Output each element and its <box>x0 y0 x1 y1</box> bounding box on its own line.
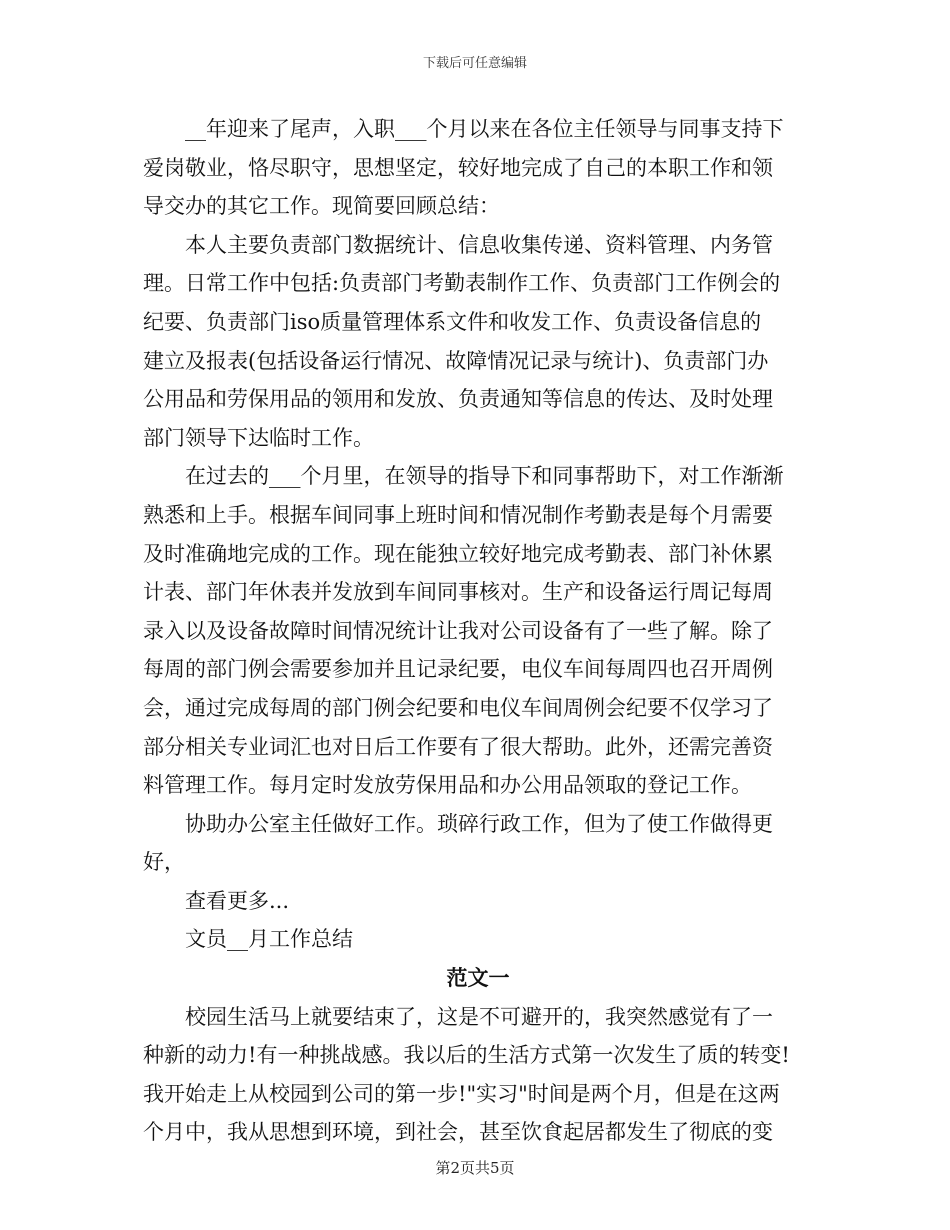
text-line: 料管理工作。每月定时发放劳保用品和办公用品领取的登记工作。 <box>143 773 752 798</box>
text-line: 熟悉和上手。根据车间同事上班时间和情况制作考勤表是每个月需要 <box>143 502 773 527</box>
text-line: 部门领导下达临时工作。 <box>143 425 374 450</box>
text-line: 建立及报表(包括设备运行情况、故障情况记录与统计)、负责部门办 <box>143 348 769 373</box>
text-line: 个月中，我从思想到环境，到社会，甚至饮食起居都发生了彻底的变 <box>143 1120 773 1145</box>
text-line: 及时准确地完成的工作。现在能独立较好地完成考勤表、部门补休累 <box>143 541 773 566</box>
text-line: 查看更多... <box>185 888 290 913</box>
text-line: 种新的动力!有一种挑战感。我以后的生活方式第一次发生了质的转变! <box>143 1043 790 1068</box>
text-line: 部分相关专业词汇也对日后工作要有了很大帮助。此外，还需完善资 <box>143 734 773 759</box>
text-line: 爱岗敬业，恪尽职守，思想坚定，较好地完成了自己的本职工作和领 <box>143 155 773 180</box>
text-line: 每周的部门例会需要参加并且记录纪要，电仪车间每周四也召开周例 <box>143 657 773 682</box>
text-line: 会，通过完成每周的部门例会纪要和电仪车间周例会纪要不仅学习了 <box>143 695 773 720</box>
text-line: 录入以及设备故障时间情况统计让我对公司设备有了一些了解。除了 <box>143 618 773 643</box>
text-line: 文员__月工作总结 <box>185 927 353 952</box>
text-line: 理。日常工作中包括:负责部门考勤表制作工作、负责部门工作例会的 <box>143 271 781 296</box>
text-line: 我开始走上从校园到公司的第一步!"实习"时间是两个月，但是在这两 <box>143 1081 780 1106</box>
text-line: 协助办公室主任做好工作。琐碎行政工作，但为了使工作做得更 <box>185 811 773 836</box>
section-heading: 范文一 <box>446 966 510 991</box>
page-header: 下载后可任意编辑 <box>422 56 527 71</box>
text-line: 在过去的___个月里，在领导的指导下和同事帮助下，对工作渐渐 <box>185 464 784 489</box>
text-line: __年迎来了尾声，入职___个月以来在各位主任领导与同事支持下 <box>185 117 784 141</box>
text-line: 导交办的其它工作。现简要回顾总结： <box>143 194 500 219</box>
document-body <box>143 110 813 1152</box>
page-footer: 第2页共5页 <box>435 1159 515 1177</box>
text-line: 计表、部门年休表并发放到车间同事核对。生产和设备运行周记每周 <box>143 580 773 605</box>
text-line: 纪要、负责部门iso质量管理体系文件和收发工作、负责设备信息的 <box>143 309 762 334</box>
text-line: 好， <box>143 850 185 875</box>
text-line: 本人主要负责部门数据统计、信息收集传递、资料管理、内务管 <box>185 232 773 257</box>
text-line: 公用品和劳保用品的领用和发放、负责通知等信息的传达、及时处理 <box>143 387 773 412</box>
text-line: 校园生活马上就要结束了，这是不可避开的，我突然感觉有了一 <box>185 1004 773 1029</box>
